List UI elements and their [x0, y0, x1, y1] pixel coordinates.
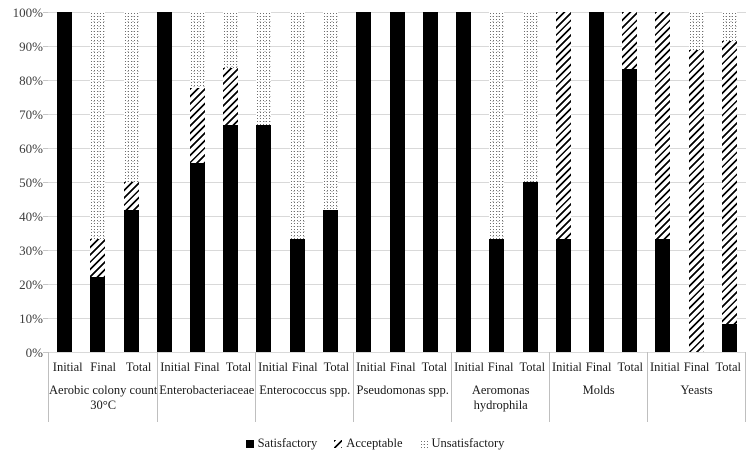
bar-segment-unsatisfactory: [523, 12, 538, 182]
bar-segment-satisfactory: [124, 210, 139, 352]
group-label-line: Aerobic colony count: [49, 383, 158, 397]
bar-initial: [456, 12, 471, 352]
bar-segment-satisfactory: [256, 125, 271, 352]
bar-segment-acceptable: [190, 88, 205, 163]
category-cell-3: [255, 352, 353, 422]
bar-segment-satisfactory: [223, 125, 238, 352]
y-tick-label: 70%: [19, 106, 43, 122]
bar-segment-acceptable: [223, 68, 238, 125]
bar-segment-satisfactory: [523, 182, 538, 352]
group-label-line: Aeromonas: [471, 383, 530, 397]
bar-segment-satisfactory: [90, 277, 105, 352]
bar-segment-unsatisfactory: [256, 12, 271, 125]
bar-initial: [57, 12, 72, 352]
dotted-speckle-legend-icon: [420, 440, 428, 448]
bar-sublabel: Final: [291, 360, 318, 374]
bar-group-5: [447, 12, 547, 352]
bar-sublabel: Total: [421, 360, 448, 374]
bar-sublabels: [256, 361, 353, 374]
category-cell-5: [451, 352, 549, 422]
bar-segment-unsatisfactory: [223, 12, 238, 68]
group-label-line: Enterococcus spp.: [259, 383, 351, 397]
legend-label: Unsatisfactory: [431, 436, 505, 450]
bar-segment-satisfactory: [190, 163, 205, 352]
group-label: [648, 383, 745, 398]
y-tick-label: 90%: [19, 38, 43, 54]
y-tick-mark-100: [43, 12, 48, 13]
group-label: [158, 383, 255, 398]
bar-segment-unsatisfactory: [90, 12, 105, 239]
bar-segment-acceptable: [689, 50, 704, 352]
group-label-line: Molds: [582, 383, 615, 397]
bar-group-6: [547, 12, 647, 352]
bar-sublabel: Final: [683, 360, 710, 374]
bar-segment-satisfactory: [323, 210, 338, 352]
bar-segment-satisfactory: [622, 69, 637, 352]
bar-initial: [356, 12, 371, 352]
bar-sublabel: Total: [323, 360, 350, 374]
bar-total: [423, 12, 438, 352]
bar-initial: [256, 12, 271, 352]
y-tick-label: 50%: [19, 174, 43, 190]
bar-sublabel: Total: [519, 360, 546, 374]
y-tick-mark-60: [43, 148, 48, 149]
y-tick-mark-20: [43, 284, 48, 285]
bar-final: [390, 12, 405, 352]
bar-total: [722, 12, 737, 352]
bar-segment-unsatisfactory: [190, 12, 205, 87]
y-tick-mark-50: [43, 182, 48, 183]
bar-total: [223, 12, 238, 352]
bar-final: [589, 12, 604, 352]
bar-sublabel: Final: [389, 360, 416, 374]
bar-segment-satisfactory: [356, 12, 371, 352]
category-axis: [48, 352, 746, 422]
legend-item-satisfactory: [246, 436, 318, 451]
bar-sublabel: Final: [487, 360, 514, 374]
bar-sublabels: [158, 361, 255, 374]
solid-black-legend-icon: [246, 440, 254, 448]
bar-initial: [556, 12, 571, 352]
bar-group-1: [48, 12, 148, 352]
bar-final: [190, 12, 205, 352]
legend: [0, 436, 750, 451]
group-label-line: 30°C: [90, 398, 117, 412]
group-label: [49, 383, 157, 413]
bar-sublabel: Total: [617, 360, 644, 374]
category-cell-7: [647, 352, 746, 422]
y-tick-label: 10%: [19, 310, 43, 326]
bar-sublabels: [354, 361, 451, 374]
bar-segment-acceptable: [124, 182, 139, 210]
bar-group-4: [347, 12, 447, 352]
category-cell-4: [353, 352, 451, 422]
bar-total: [622, 12, 637, 352]
bar-sublabel: Initial: [356, 360, 386, 374]
group-label: [550, 383, 647, 398]
group-label-line: Pseudomonas spp.: [356, 383, 449, 397]
diagonal-hatch-legend-icon: [334, 440, 342, 448]
legend-item-unsatisfactory: [420, 436, 505, 451]
bar-sublabels: [49, 361, 157, 374]
y-tick-label: 60%: [19, 140, 43, 156]
bar-segment-satisfactory: [290, 239, 305, 352]
bar-segment-acceptable: [722, 41, 737, 324]
bar-segment-unsatisfactory: [290, 12, 305, 239]
group-label: [256, 383, 353, 398]
bar-sublabel: Initial: [258, 360, 289, 374]
y-tick-mark-30: [43, 250, 48, 251]
y-tick-label: 30%: [19, 242, 43, 258]
group-label-line: Enterobacteriaceae: [159, 383, 255, 397]
bars-layer: [48, 12, 746, 352]
y-tick-label: 20%: [19, 276, 43, 292]
bar-final: [489, 12, 504, 352]
bar-sublabel: Total: [125, 360, 152, 374]
bar-sublabel: Final: [193, 360, 220, 374]
plot-area: [48, 12, 746, 352]
group-label-line: hydrophila: [473, 398, 528, 412]
category-cell-1: [48, 352, 157, 422]
group-label: [452, 383, 549, 413]
bar-final: [689, 12, 704, 352]
legend-label: Acceptable: [346, 436, 403, 450]
bar-sublabel: Final: [585, 360, 612, 374]
bar-total: [124, 12, 139, 352]
bar-segment-unsatisfactory: [323, 12, 338, 210]
bar-segment-satisfactory: [423, 12, 438, 352]
legend-label: Satisfactory: [257, 436, 318, 450]
bar-segment-satisfactory: [157, 12, 172, 352]
bar-segment-satisfactory: [390, 12, 405, 352]
bar-group-2: [148, 12, 248, 352]
bar-segment-satisfactory: [489, 239, 504, 352]
bar-segment-unsatisfactory: [689, 12, 704, 50]
bar-sublabels: [550, 361, 647, 374]
bar-sublabels: [452, 361, 549, 374]
bar-segment-acceptable: [655, 12, 670, 239]
bar-final: [290, 12, 305, 352]
bar-segment-acceptable: [622, 12, 637, 69]
bar-segment-acceptable: [556, 12, 571, 239]
bar-total: [523, 12, 538, 352]
bar-sublabel: Total: [715, 360, 741, 374]
bar-initial: [157, 12, 172, 352]
category-cell-2: [157, 352, 255, 422]
y-tick-label: 80%: [19, 72, 43, 88]
bar-sublabel: Final: [90, 360, 116, 374]
y-tick-mark-70: [43, 114, 48, 115]
bar-segment-unsatisfactory: [722, 12, 737, 41]
bar-sublabel: Initial: [160, 360, 191, 374]
bar-initial: [655, 12, 670, 352]
group-label: [354, 383, 451, 398]
y-tick-label: 100%: [12, 4, 43, 20]
bar-segment-satisfactory: [722, 324, 737, 352]
bar-sublabel: Initial: [52, 360, 83, 374]
bar-total: [323, 12, 338, 352]
bar-sublabel: Initial: [552, 360, 582, 374]
bar-sublabel: Initial: [649, 360, 680, 374]
y-tick-mark-10: [43, 318, 48, 319]
bar-sublabel: Total: [225, 360, 252, 374]
y-tick-mark-40: [43, 216, 48, 217]
y-tick-label: 40%: [19, 208, 43, 224]
bar-sublabels: [648, 361, 745, 374]
bar-segment-acceptable: [90, 239, 105, 277]
bar-segment-satisfactory: [655, 239, 670, 352]
legend-item-acceptable: [334, 436, 402, 451]
bar-sublabel: Initial: [454, 360, 484, 374]
y-tick-mark-80: [43, 80, 48, 81]
bar-segment-unsatisfactory: [489, 12, 504, 239]
bar-segment-satisfactory: [456, 12, 471, 352]
bar-segment-satisfactory: [556, 239, 571, 352]
category-cell-6: [549, 352, 647, 422]
bar-segment-satisfactory: [589, 12, 604, 352]
bar-segment-unsatisfactory: [124, 12, 139, 182]
group-label-line: Yeasts: [680, 383, 713, 397]
bar-group-7: [646, 12, 746, 352]
y-tick-mark-90: [43, 46, 48, 47]
bar-final: [90, 12, 105, 352]
y-tick-label: 0%: [25, 344, 43, 360]
bar-group-3: [247, 12, 347, 352]
bar-segment-satisfactory: [57, 12, 72, 352]
